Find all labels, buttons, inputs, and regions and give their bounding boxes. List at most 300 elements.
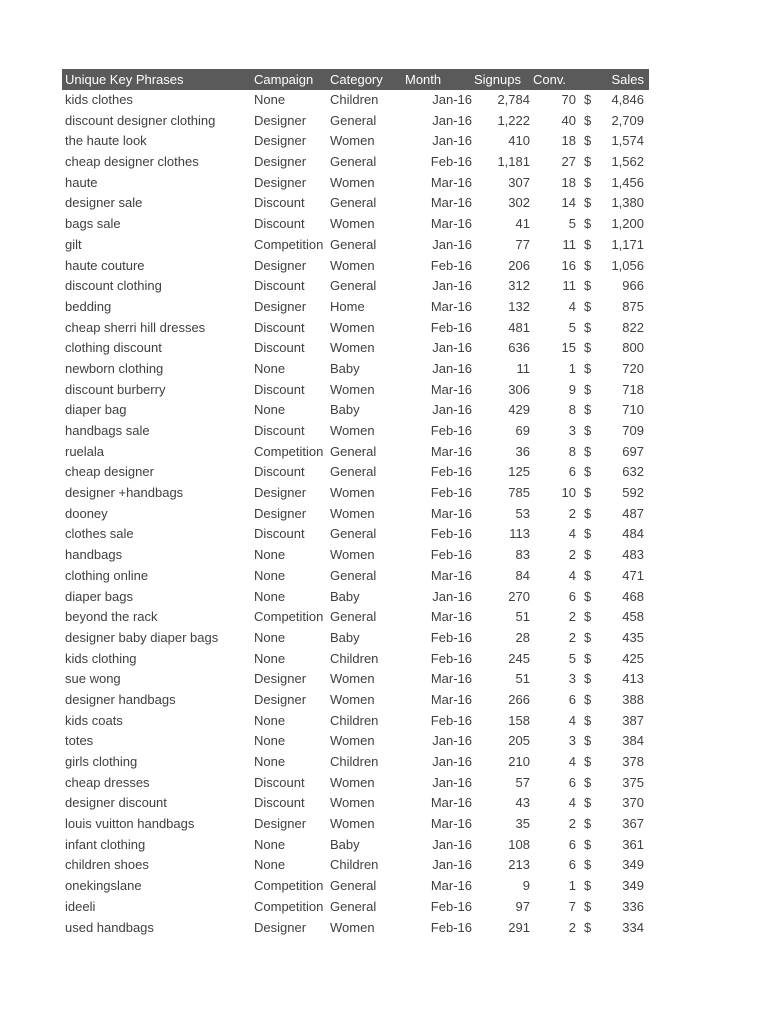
- cell-campaign: Designer: [254, 919, 307, 935]
- cell-signups: 266: [508, 691, 530, 707]
- cell-conv: 18: [561, 174, 576, 190]
- cell-currency-symbol: $: [584, 878, 592, 894]
- cell-signups: 97: [515, 898, 530, 914]
- cell-month: Jan-16: [432, 402, 472, 418]
- cell-key-phrase: discount burberry: [65, 381, 166, 397]
- cell-campaign: Designer: [254, 691, 307, 707]
- cell-campaign: None: [254, 92, 286, 107]
- cell-category: Women: [330, 733, 375, 749]
- cell-key-phrase: cheap dresses: [65, 774, 150, 790]
- cell-currency-symbol: $: [584, 795, 592, 811]
- cell-sales: 1,056: [611, 257, 644, 273]
- cell-month: Mar-16: [430, 195, 472, 211]
- cell-month: Mar-16: [430, 567, 472, 583]
- cell-currency-symbol: $: [584, 547, 592, 563]
- cell-signups: 429: [508, 402, 530, 418]
- cell-signups: 11: [516, 360, 530, 376]
- cell-month: Feb-16: [430, 257, 472, 273]
- cell-category: Women: [330, 216, 375, 232]
- table-row: [62, 90, 649, 111]
- cell-month: Jan-16: [432, 733, 472, 749]
- cell-currency-symbol: $: [584, 381, 592, 397]
- cell-key-phrase: gilt: [65, 236, 82, 252]
- table-row: [62, 690, 649, 711]
- cell-sales: 384: [622, 733, 644, 749]
- cell-currency-symbol: $: [584, 216, 592, 232]
- cell-category: Children: [330, 754, 379, 769]
- cell-sales: 718: [622, 381, 644, 397]
- table-row: [62, 173, 649, 194]
- cell-signups: 84: [515, 567, 530, 583]
- cell-sales: 1,562: [611, 154, 644, 170]
- cell-sales: 413: [622, 671, 644, 687]
- cell-sales: 1,380: [611, 195, 644, 211]
- table-row: [62, 628, 649, 649]
- cell-campaign: Designer: [254, 816, 307, 832]
- cell-month: Feb-16: [430, 464, 472, 480]
- cell-month: Mar-16: [430, 216, 472, 232]
- cell-signups: 125: [508, 464, 530, 480]
- cell-key-phrase: haute couture: [65, 257, 145, 273]
- cell-currency-symbol: $: [584, 712, 592, 728]
- cell-sales: 378: [622, 754, 644, 769]
- cell-currency-symbol: $: [584, 464, 592, 480]
- cell-campaign: Discount: [254, 795, 305, 811]
- cell-sales: 483: [622, 547, 644, 563]
- cell-signups: 245: [508, 650, 530, 666]
- table-row: [62, 607, 649, 628]
- cell-category: General: [330, 609, 377, 625]
- cell-campaign: Discount: [254, 216, 305, 232]
- cell-currency-symbol: $: [584, 505, 592, 521]
- cell-campaign: Discount: [254, 340, 305, 356]
- cell-key-phrase: children shoes: [65, 857, 149, 873]
- cell-month: Feb-16: [430, 485, 472, 501]
- cell-sales: 458: [622, 609, 644, 625]
- cell-sales: 800: [622, 340, 644, 356]
- cell-conv: 8: [568, 443, 576, 459]
- cell-conv: 16: [561, 257, 576, 273]
- table-row: [62, 297, 649, 318]
- cell-month: Feb-16: [430, 423, 472, 438]
- cell-signups: 312: [508, 278, 530, 294]
- cell-key-phrase: clothing online: [65, 567, 149, 583]
- cell-category: Women: [330, 774, 375, 790]
- cell-sales: 875: [622, 298, 644, 314]
- cell-signups: 205: [508, 733, 530, 749]
- cell-month: Mar-16: [430, 878, 472, 894]
- cell-key-phrase: discount clothing: [65, 278, 162, 294]
- header-month: Month: [405, 72, 442, 87]
- cell-signups: 206: [508, 257, 530, 273]
- cell-conv: 4: [568, 712, 576, 728]
- cell-category: General: [330, 464, 377, 480]
- cell-key-phrase: girls clothing: [65, 754, 138, 769]
- cell-sales: 2,709: [611, 112, 644, 128]
- cell-conv: 3: [568, 671, 576, 687]
- cell-conv: 4: [568, 795, 576, 811]
- cell-currency-symbol: $: [584, 236, 592, 252]
- cell-conv: 4: [568, 754, 576, 769]
- cell-signups: 1,181: [497, 154, 530, 170]
- cell-currency-symbol: $: [584, 402, 592, 418]
- cell-currency-symbol: $: [584, 319, 592, 335]
- cell-signups: 302: [508, 195, 530, 211]
- cell-conv: 3: [568, 423, 576, 438]
- cell-currency-symbol: $: [584, 567, 592, 583]
- cell-category: Women: [330, 505, 375, 521]
- cell-month: Jan-16: [432, 112, 472, 128]
- table-row: [62, 649, 649, 670]
- cell-sales: 388: [622, 691, 644, 707]
- cell-category: Women: [330, 340, 375, 356]
- cell-category: Children: [330, 857, 379, 873]
- cell-conv: 2: [568, 816, 576, 832]
- table-row: [62, 235, 649, 256]
- cell-conv: 7: [568, 898, 576, 914]
- cell-category: General: [330, 195, 377, 211]
- cell-signups: 213: [508, 857, 530, 873]
- cell-campaign: None: [254, 567, 286, 583]
- cell-conv: 2: [568, 505, 576, 521]
- cell-category: Baby: [330, 836, 360, 852]
- cell-conv: 1: [568, 360, 576, 376]
- cell-conv: 4: [568, 526, 576, 542]
- cell-category: General: [330, 278, 377, 294]
- cell-sales: 370: [622, 795, 644, 811]
- cell-signups: 307: [508, 174, 530, 190]
- cell-conv: 10: [561, 485, 576, 501]
- cell-currency-symbol: $: [584, 919, 592, 935]
- cell-campaign: None: [254, 360, 286, 376]
- cell-campaign: Designer: [254, 505, 307, 521]
- table-row: [62, 814, 649, 835]
- cell-conv: 6: [568, 464, 576, 480]
- table-header-row: [62, 69, 649, 90]
- table-row: [62, 400, 649, 421]
- cell-month: Feb-16: [430, 650, 472, 666]
- table-row: [62, 193, 649, 214]
- cell-key-phrase: clothes sale: [65, 526, 134, 542]
- cell-category: Baby: [330, 588, 360, 604]
- cell-month: Jan-16: [432, 236, 472, 252]
- cell-key-phrase: haute: [65, 174, 98, 190]
- table-row: [62, 918, 649, 939]
- cell-currency-symbol: $: [584, 423, 592, 438]
- table-row: [62, 442, 649, 463]
- cell-campaign: Competition: [254, 443, 324, 459]
- cell-signups: 35: [515, 816, 530, 832]
- cell-sales: 349: [622, 857, 644, 873]
- cell-sales: 1,456: [611, 174, 644, 190]
- cell-campaign: Designer: [254, 298, 307, 314]
- table-row: [62, 152, 649, 173]
- cell-key-phrase: used handbags: [65, 919, 154, 935]
- cell-conv: 6: [568, 836, 576, 852]
- cell-currency-symbol: $: [584, 774, 592, 790]
- cell-category: Women: [330, 174, 375, 190]
- cell-month: Jan-16: [432, 278, 472, 294]
- cell-conv: 70: [561, 92, 576, 107]
- cell-conv: 40: [561, 112, 576, 128]
- table-row: [62, 876, 649, 897]
- cell-signups: 113: [509, 526, 530, 542]
- cell-conv: 6: [568, 857, 576, 873]
- cell-conv: 4: [568, 298, 576, 314]
- cell-signups: 28: [515, 629, 530, 645]
- cell-sales: 4,846: [611, 92, 644, 107]
- cell-month: Mar-16: [430, 174, 472, 190]
- cell-campaign: Discount: [254, 423, 305, 438]
- cell-key-phrase: designer handbags: [65, 691, 176, 707]
- cell-signups: 83: [515, 547, 530, 563]
- cell-key-phrase: bedding: [65, 298, 112, 314]
- cell-category: General: [330, 567, 377, 583]
- cell-key-phrase: handbags: [65, 547, 123, 563]
- cell-category: Baby: [330, 402, 360, 418]
- cell-category: Children: [330, 650, 379, 666]
- cell-category: General: [330, 154, 377, 170]
- table-row: [62, 462, 649, 483]
- table-row: [62, 545, 649, 566]
- cell-conv: 4: [568, 567, 576, 583]
- cell-campaign: Designer: [254, 112, 307, 128]
- table-row: [62, 793, 649, 814]
- cell-month: Feb-16: [430, 712, 472, 728]
- cell-sales: 484: [622, 526, 644, 542]
- cell-sales: 966: [622, 278, 644, 294]
- cell-signups: 9: [522, 878, 530, 894]
- cell-sales: 435: [622, 629, 644, 645]
- cell-category: Women: [330, 381, 375, 397]
- cell-key-phrase: designer baby diaper bags: [65, 629, 219, 645]
- cell-key-phrase: designer discount: [65, 795, 167, 811]
- cell-campaign: None: [254, 733, 286, 749]
- cell-sales: 334: [622, 919, 644, 935]
- header-sales: Sales: [611, 72, 644, 87]
- cell-signups: 36: [515, 443, 530, 459]
- cell-category: Women: [330, 319, 375, 335]
- cell-currency-symbol: $: [584, 92, 592, 107]
- cell-signups: 51: [515, 671, 530, 687]
- table-row: [62, 111, 649, 132]
- cell-signups: 41: [515, 216, 530, 232]
- table-row: [62, 131, 649, 152]
- table-row: [62, 897, 649, 918]
- cell-sales: 709: [622, 423, 644, 438]
- cell-month: Mar-16: [430, 816, 472, 832]
- cell-month: Feb-16: [430, 547, 472, 563]
- cell-signups: 132: [508, 298, 530, 314]
- cell-conv: 11: [562, 236, 576, 252]
- cell-month: Jan-16: [432, 340, 472, 356]
- cell-conv: 9: [568, 381, 576, 397]
- cell-category: Baby: [330, 360, 360, 376]
- cell-key-phrase: cheap sherri hill dresses: [65, 319, 206, 335]
- cell-month: Mar-16: [430, 381, 472, 397]
- cell-month: Mar-16: [430, 691, 472, 707]
- cell-currency-symbol: $: [584, 174, 592, 190]
- cell-conv: 6: [568, 774, 576, 790]
- cell-category: Children: [330, 712, 379, 728]
- cell-month: Mar-16: [430, 505, 472, 521]
- cell-key-phrase: totes: [65, 733, 94, 749]
- table-row: [62, 669, 649, 690]
- table-row: [62, 276, 649, 297]
- cell-conv: 2: [568, 609, 576, 625]
- cell-key-phrase: onekingslane: [65, 878, 142, 894]
- cell-campaign: None: [254, 650, 286, 666]
- cell-key-phrase: infant clothing: [65, 836, 146, 852]
- cell-key-phrase: designer +handbags: [65, 485, 184, 501]
- cell-month: Jan-16: [432, 92, 472, 107]
- cell-currency-symbol: $: [584, 816, 592, 832]
- cell-conv: 5: [568, 319, 576, 335]
- cell-currency-symbol: $: [584, 836, 592, 852]
- cell-campaign: Designer: [254, 174, 307, 190]
- cell-signups: 158: [508, 712, 530, 728]
- cell-sales: 468: [622, 588, 644, 604]
- cell-campaign: Discount: [254, 278, 305, 294]
- cell-currency-symbol: $: [584, 526, 592, 542]
- cell-conv: 6: [568, 588, 576, 604]
- cell-campaign: Designer: [254, 485, 307, 501]
- cell-month: Jan-16: [432, 133, 472, 149]
- cell-signups: 270: [508, 588, 530, 604]
- cell-key-phrase: kids coats: [65, 712, 123, 728]
- cell-month: Feb-16: [430, 919, 472, 935]
- cell-currency-symbol: $: [584, 360, 592, 376]
- cell-month: Mar-16: [430, 671, 472, 687]
- cell-key-phrase: sue wong: [65, 671, 121, 687]
- cell-currency-symbol: $: [584, 671, 592, 687]
- cell-signups: 210: [508, 754, 530, 769]
- cell-month: Mar-16: [430, 609, 472, 625]
- cell-conv: 14: [561, 195, 576, 211]
- cell-category: General: [330, 443, 377, 459]
- cell-key-phrase: diaper bags: [65, 588, 133, 604]
- cell-conv: 11: [562, 278, 576, 294]
- cell-signups: 785: [508, 485, 530, 501]
- cell-sales: 697: [622, 443, 644, 459]
- cell-currency-symbol: $: [584, 133, 592, 149]
- cell-sales: 822: [622, 319, 644, 335]
- cell-sales: 1,574: [611, 133, 644, 149]
- cell-month: Mar-16: [430, 795, 472, 811]
- cell-signups: 2,784: [497, 92, 530, 107]
- cell-currency-symbol: $: [584, 443, 592, 459]
- table-row: [62, 483, 649, 504]
- cell-key-phrase: kids clothes: [65, 92, 133, 107]
- cell-signups: 108: [508, 836, 530, 852]
- cell-conv: 27: [561, 154, 576, 170]
- cell-conv: 18: [561, 133, 576, 149]
- cell-key-phrase: handbags sale: [65, 423, 150, 438]
- cell-month: Jan-16: [432, 588, 472, 604]
- cell-signups: 306: [508, 381, 530, 397]
- cell-signups: 1,222: [497, 112, 530, 128]
- cell-currency-symbol: $: [584, 257, 592, 273]
- cell-sales: 361: [622, 836, 644, 852]
- cell-currency-symbol: $: [584, 298, 592, 314]
- cell-sales: 720: [622, 360, 644, 376]
- cell-signups: 53: [515, 505, 530, 521]
- cell-signups: 69: [515, 423, 530, 438]
- cell-currency-symbol: $: [584, 340, 592, 356]
- cell-category: Baby: [330, 629, 360, 645]
- table-row: [62, 318, 649, 339]
- cell-category: Women: [330, 133, 375, 149]
- cell-key-phrase: designer sale: [65, 195, 143, 211]
- cell-currency-symbol: $: [584, 650, 592, 666]
- cell-campaign: Discount: [254, 381, 305, 397]
- cell-category: General: [330, 112, 377, 128]
- cell-month: Jan-16: [432, 360, 472, 376]
- cell-month: Jan-16: [432, 774, 472, 790]
- table-row: [62, 359, 649, 380]
- cell-conv: 1: [568, 878, 576, 894]
- cell-key-phrase: discount designer clothing: [65, 112, 216, 128]
- cell-month: Jan-16: [432, 857, 472, 873]
- cell-category: Women: [330, 671, 375, 687]
- cell-currency-symbol: $: [584, 588, 592, 604]
- cell-currency-symbol: $: [584, 154, 592, 170]
- header-signups: Signups: [474, 72, 521, 87]
- cell-key-phrase: ruelala: [65, 443, 105, 459]
- cell-key-phrase: beyond the rack: [65, 609, 158, 625]
- cell-category: Women: [330, 257, 375, 273]
- table-row: [62, 524, 649, 545]
- cell-conv: 2: [568, 919, 576, 935]
- table-row: [62, 214, 649, 235]
- cell-sales: 425: [622, 650, 644, 666]
- cell-campaign: None: [254, 836, 286, 852]
- keyword-table: [62, 69, 649, 938]
- cell-campaign: None: [254, 754, 286, 769]
- cell-signups: 43: [515, 795, 530, 811]
- cell-campaign: Designer: [254, 671, 307, 687]
- cell-month: Jan-16: [432, 836, 472, 852]
- cell-signups: 481: [508, 319, 530, 335]
- cell-currency-symbol: $: [584, 195, 592, 211]
- cell-month: Feb-16: [430, 898, 472, 914]
- table-row: [62, 773, 649, 794]
- cell-category: Women: [330, 485, 375, 501]
- cell-sales: 1,200: [611, 216, 644, 232]
- cell-sales: 592: [622, 485, 644, 501]
- cell-signups: 51: [515, 609, 530, 625]
- cell-key-phrase: cheap designer: [65, 464, 154, 480]
- cell-campaign: Discount: [254, 526, 305, 542]
- cell-month: Jan-16: [432, 754, 472, 769]
- cell-currency-symbol: $: [584, 754, 592, 769]
- cell-sales: 349: [622, 878, 644, 894]
- cell-currency-symbol: $: [584, 857, 592, 873]
- cell-currency-symbol: $: [584, 691, 592, 707]
- cell-month: Feb-16: [430, 629, 472, 645]
- cell-campaign: None: [254, 712, 286, 728]
- cell-category: General: [330, 236, 377, 252]
- table-row: [62, 421, 649, 442]
- cell-key-phrase: newborn clothing: [65, 360, 164, 376]
- cell-campaign: Designer: [254, 257, 307, 273]
- cell-campaign: Discount: [254, 195, 305, 211]
- cell-key-phrase: dooney: [65, 505, 108, 521]
- table-row: [62, 566, 649, 587]
- cell-month: Mar-16: [430, 298, 472, 314]
- cell-sales: 471: [622, 567, 644, 583]
- cell-category: Women: [330, 547, 375, 563]
